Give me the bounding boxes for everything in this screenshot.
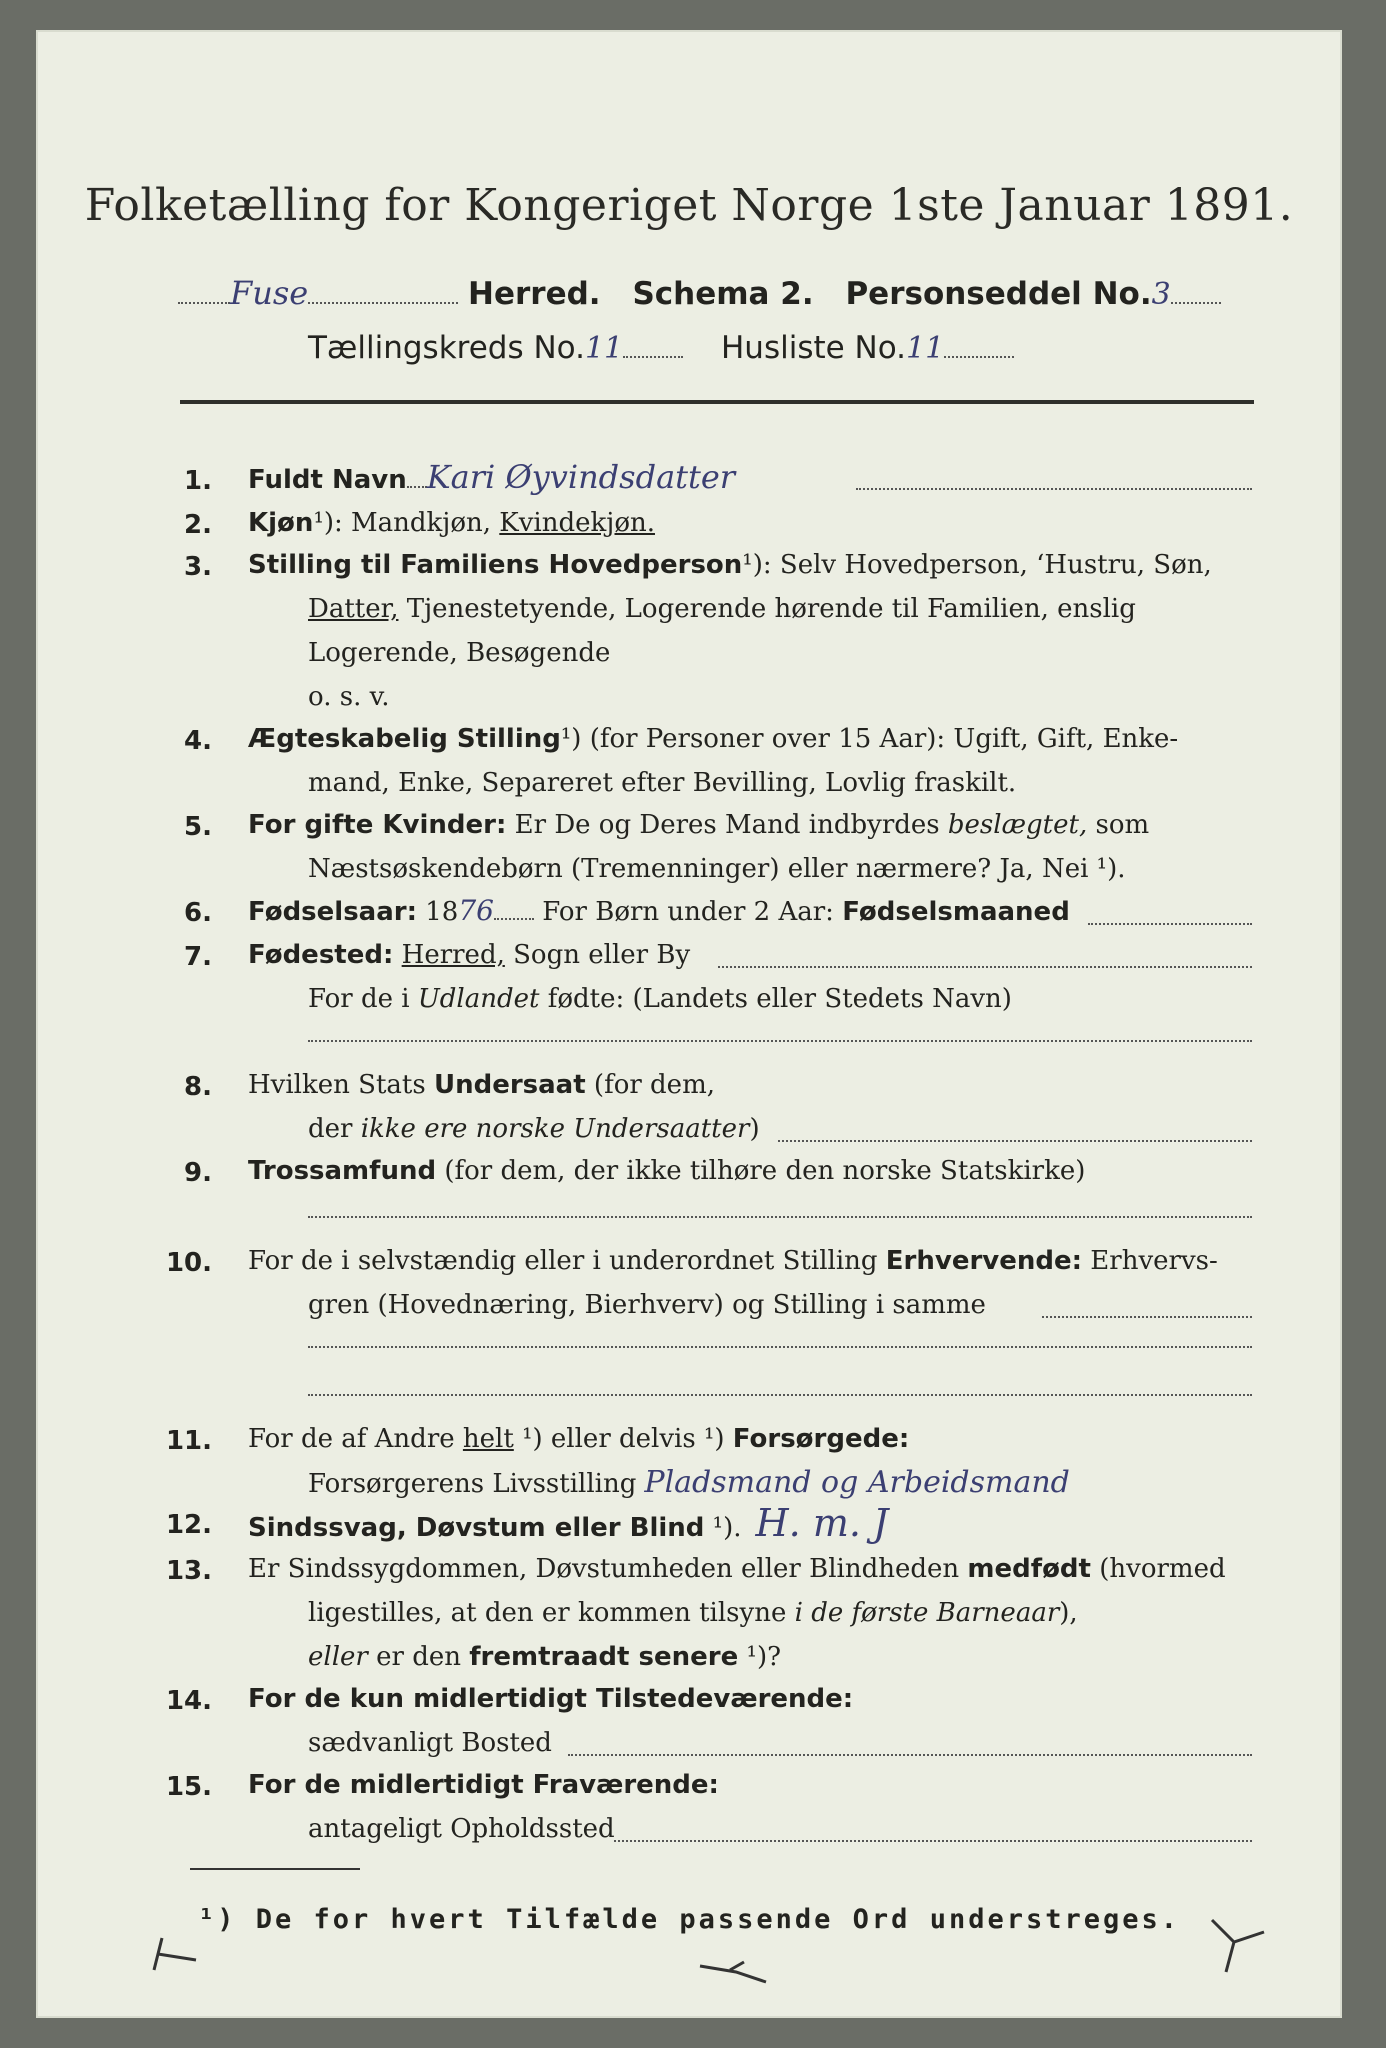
- birthplace-abroad-suffix: fødte: (Landets eller Stedets Navn): [539, 984, 1012, 1014]
- corner-mark-icon: [696, 1952, 776, 1992]
- birthplace-line2: [308, 978, 1012, 1020]
- dotted-fill: [1088, 923, 1252, 925]
- occupation-prefix: For de i selvstændig eller i underordnet Stilling: [248, 1246, 886, 1276]
- item-congenital: [248, 1548, 1226, 1590]
- temporary-absent-label: For de midlertidigt Fraværende:: [248, 1770, 719, 1800]
- item-number: 8.: [184, 1072, 212, 1102]
- item-birth-year: [248, 890, 1070, 933]
- kreds-number-handwritten: 11: [584, 331, 624, 366]
- husliste-label: Husliste No.: [720, 330, 907, 366]
- family-position-options: ¹): Selv Hovedperson, ʻHustru, Søn,: [742, 550, 1212, 580]
- congenital-line2-suffix: ),: [1059, 1598, 1078, 1628]
- birth-month-label: Fødselsmaaned: [842, 897, 1070, 927]
- item-number: 2.: [184, 510, 212, 540]
- birthplace-abroad: Udlandet: [417, 984, 540, 1014]
- occupation-line2: gren (Hovednæring, Bierhverv) og Stilling i samme: [308, 1290, 986, 1320]
- citizenship-line2-italic: ikke ere norske Undersaatter: [360, 1114, 750, 1144]
- dotted-fill: [614, 1840, 1252, 1842]
- item-number: 3.: [184, 552, 212, 582]
- supporter-occupation-handwritten: Pladsmand og Arbeidsmand: [644, 1465, 1070, 1500]
- birthplace-options: Sogn eller By: [504, 940, 691, 970]
- form-title: Folketælling for Kongeriget Norge 1ste Januar 1891.: [84, 180, 1294, 231]
- herred-handwritten: Fuse: [230, 274, 309, 312]
- occupation-suffix: Erhvervs-: [1082, 1246, 1218, 1276]
- item-full-name: [248, 456, 735, 501]
- item-family-position-line2: [308, 588, 1136, 630]
- dotted-fill: [308, 302, 458, 304]
- item-religion: [248, 1150, 1085, 1192]
- sex-label: Kjøn: [248, 508, 314, 538]
- marital-status-options: ¹) (for Personer over 15 Aar): Ugift, Gift, Enke-: [560, 724, 1179, 754]
- item-number: 9.: [184, 1158, 212, 1188]
- family-position-label: Stilling til Familiens Hovedperson: [248, 550, 743, 580]
- marital-status-line2: mand, Enke, Separeret efter Bevilling, Lovlig fraskilt.: [308, 768, 1017, 798]
- footnote: ¹) De for hvert Tilfælde passende Ord understreges.: [197, 1904, 1181, 1935]
- marital-status-label: Ægteskabelig Stilling: [248, 724, 561, 754]
- item-marital-status: [248, 718, 1178, 760]
- item-citizenship: [248, 1064, 715, 1106]
- family-position-selected: Datter,: [308, 594, 399, 624]
- citizenship-prefix: Hvilken Stats: [248, 1070, 434, 1100]
- family-position-line3: Logerende, Besøgende: [308, 638, 611, 668]
- temporary-present-label: For de kun midlertidigt Tilstedeværende:: [248, 1684, 854, 1714]
- item-temporary-absent: [248, 1764, 719, 1806]
- husliste-number-handwritten: 11: [906, 331, 945, 366]
- item-number: 4.: [184, 726, 212, 756]
- corner-mark-icon: [148, 1930, 208, 1980]
- congenital-line3-suffix: ¹)?: [738, 1642, 782, 1672]
- sex-selected: Kvindekjøn.: [499, 508, 655, 538]
- congenital-suffix: (hvormed: [1090, 1554, 1226, 1584]
- personseddel-number-handwritten: 3: [1151, 277, 1171, 312]
- corner-mark-icon: [1204, 1910, 1274, 1980]
- congenital-later-label: fremtraadt senere: [469, 1642, 739, 1672]
- supporter-occupation-label: Forsørgerens Livsstilling: [308, 1469, 637, 1499]
- dotted-fill: [308, 1346, 1252, 1348]
- dotted-fill: [494, 918, 534, 920]
- supported-prefix: For de af Andre: [248, 1424, 463, 1454]
- citizenship-line2: [308, 1108, 760, 1150]
- item-family-position: [248, 544, 1212, 586]
- congenital-prefix: Er Sindssygdommen, Døvstumheden eller Blindheden: [248, 1554, 968, 1584]
- schema-label: Schema 2.: [632, 276, 814, 312]
- item-number: 11.: [165, 1426, 212, 1456]
- item-number: 7.: [184, 942, 212, 972]
- footnote-divider: [190, 1868, 360, 1870]
- item-temporary-present: [248, 1678, 853, 1720]
- item-sex: [248, 502, 655, 544]
- birthplace-label: Fødested:: [248, 940, 394, 970]
- married-women-line2: Næstsøskendebørn (Tremenninger) eller nærmere? Ja, Nei ¹).: [308, 854, 1126, 884]
- full-name-label: Fuldt Navn: [248, 465, 407, 495]
- family-position-line4: o. s. v.: [308, 682, 390, 712]
- sex-options: ¹): Mandkjøn,: [313, 508, 500, 538]
- family-position-options-2: Tjenestetyende, Logerende hørende til Familien, enslig: [398, 594, 1136, 624]
- congenital-line3-text: er den: [367, 1642, 470, 1672]
- dotted-fill: [856, 488, 1252, 490]
- married-women-related: beslægtet,: [947, 810, 1088, 840]
- birth-year-handwritten: 76: [458, 894, 494, 927]
- dotted-fill: [944, 356, 1014, 358]
- item-number: 5.: [184, 812, 212, 842]
- congenital-line3: [308, 1636, 781, 1678]
- item-supported: [248, 1418, 909, 1460]
- header-divider: [180, 400, 1254, 404]
- occupation-label: Erhvervende:: [885, 1246, 1083, 1276]
- supported-label: Forsørgede:: [732, 1424, 910, 1454]
- supported-options: ¹) eller delvis ¹): [513, 1424, 733, 1454]
- dotted-fill: [718, 966, 1252, 968]
- married-women-label: For gifte Kvinder:: [248, 810, 507, 840]
- married-women-som: som: [1087, 810, 1150, 840]
- item-number: 1.: [184, 466, 212, 496]
- citizenship-label: Undersaat: [433, 1070, 586, 1100]
- congenital-line2-prefix: ligestilles, at den er kommen tilsyne: [308, 1598, 795, 1628]
- citizenship-line2-prefix: der: [308, 1114, 361, 1144]
- census-form: [36, 30, 1342, 2018]
- dotted-fill: [1171, 302, 1221, 304]
- birth-year-prefix: 18: [417, 897, 459, 927]
- congenital-line2: [308, 1592, 1078, 1634]
- full-name-handwritten: Kari Øyvindsdatter: [426, 458, 736, 496]
- dotted-fill: [407, 486, 427, 488]
- dotted-fill: [178, 302, 230, 304]
- item-number: 14.: [165, 1686, 212, 1716]
- item-married-women: [248, 804, 1149, 846]
- dotted-fill: [568, 1754, 1252, 1756]
- header-line-1: [178, 274, 1221, 312]
- married-women-question: Er De og Deres Mand indbyrdes: [506, 810, 948, 840]
- personseddel-label: Personseddel No.: [845, 276, 1152, 312]
- kreds-label: Tællingskreds No.: [308, 330, 585, 366]
- item-number: 13.: [165, 1556, 212, 1586]
- birthplace-selected: Herred,: [401, 940, 505, 970]
- supported-selected: helt: [462, 1424, 514, 1454]
- citizenship-suffix: (for dem,: [585, 1070, 715, 1100]
- dotted-fill: [308, 1216, 1252, 1218]
- congenital-line2-italic: i de første Barneaar: [794, 1598, 1060, 1628]
- item-number: 12.: [165, 1510, 212, 1540]
- citizenship-line2-suffix: ): [749, 1114, 760, 1144]
- congenital-label: medfødt: [967, 1554, 1091, 1584]
- religion-label: Trossamfund: [248, 1156, 437, 1186]
- dotted-fill: [308, 1394, 1252, 1396]
- usual-residence-label: sædvanligt Bosted: [308, 1728, 552, 1758]
- item-number: 6.: [184, 898, 212, 928]
- item-disability: [248, 1502, 888, 1549]
- item-number: 10.: [165, 1248, 212, 1278]
- disability-label: Sindssvag, Døvstum eller Blind: [248, 1513, 705, 1543]
- header-line-2: [308, 330, 1014, 366]
- religion-question: (for dem, der ikke tilhøre den norske Statskirke): [436, 1156, 1086, 1186]
- birth-month-question: For Børn under 2 Aar:: [534, 897, 843, 927]
- birth-year-label: Fødselsaar:: [248, 897, 417, 927]
- item-birthplace: [248, 934, 690, 976]
- item-number: 15.: [165, 1772, 212, 1802]
- item-occupation: [248, 1240, 1218, 1282]
- birthplace-abroad-prefix: For de i: [308, 984, 418, 1014]
- dotted-fill: [623, 356, 683, 358]
- herred-label: Herred.: [468, 276, 601, 312]
- disability-handwritten: H. m. J: [755, 1501, 889, 1545]
- congenital-line3-italic: eller: [308, 1642, 368, 1672]
- dotted-fill: [1042, 1316, 1252, 1318]
- probable-residence-label: antageligt Opholdssted: [308, 1814, 615, 1844]
- dotted-fill: [778, 1140, 1252, 1142]
- supporter-occupation-line: [308, 1462, 1070, 1505]
- disability-footnote: ¹).: [704, 1513, 742, 1543]
- dotted-fill: [308, 1040, 1252, 1042]
